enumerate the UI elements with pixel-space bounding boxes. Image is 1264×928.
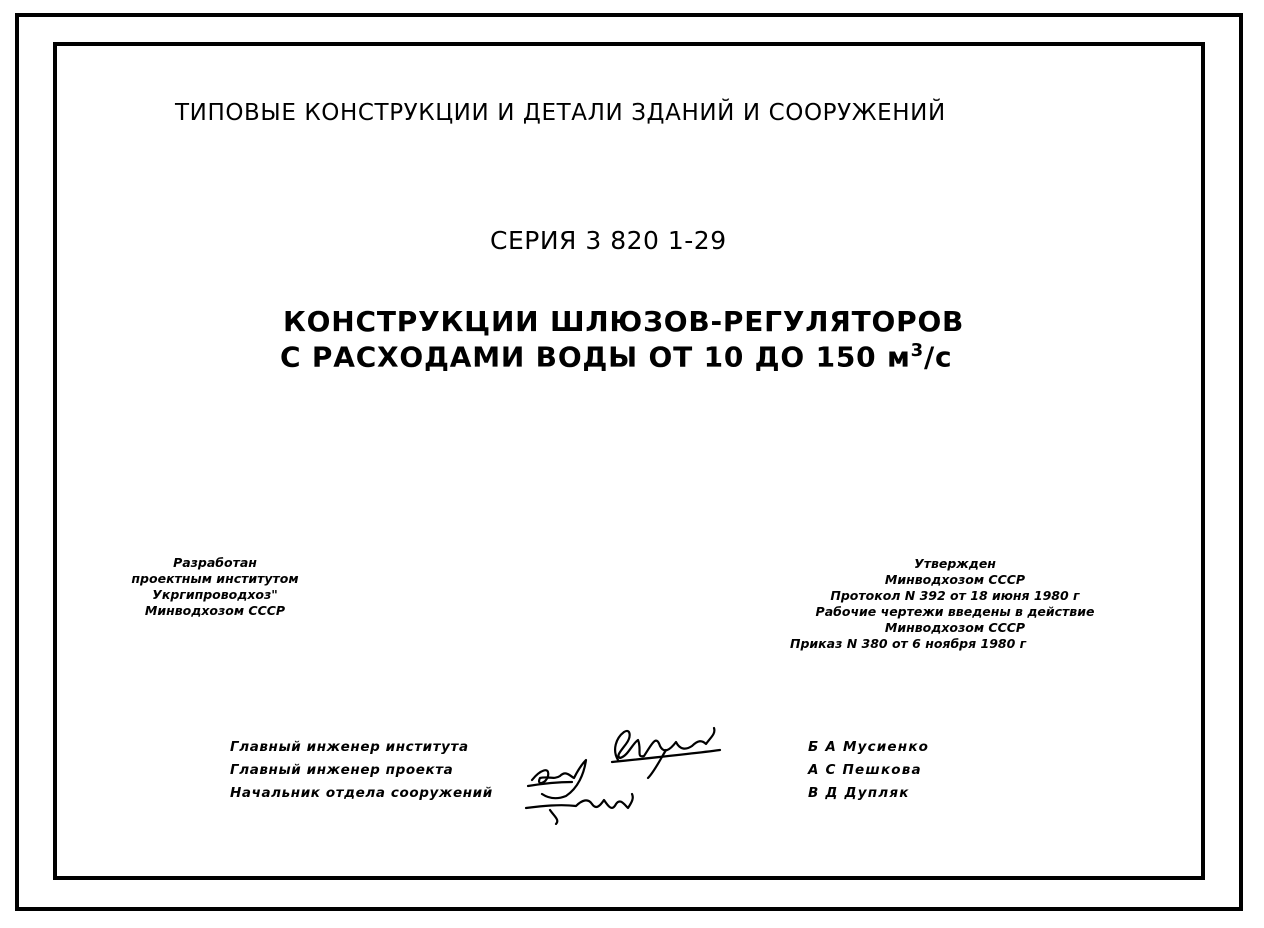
title-line-2-main: С РАСХОДАМИ ВОДЫ ОТ 10 ДО 150 м: [280, 340, 911, 374]
developer-line: Укргипроводхоз": [152, 587, 278, 602]
staff-role: Главный инженер института: [230, 739, 469, 755]
staff-roles: [230, 736, 493, 805]
staff-name: А С Пешкова: [808, 762, 922, 778]
signature-2: [528, 760, 586, 798]
staff-role: Начальник отдела сооружений: [230, 785, 493, 801]
signature-1: [612, 728, 720, 778]
staff-role: Главный инженер проекта: [230, 762, 454, 778]
title-superscript: 3: [910, 340, 924, 361]
developer-line: Разработан: [173, 555, 257, 570]
staff-name: В Д Дупляк: [808, 785, 910, 801]
approval-line: Протокол N 392 от 18 июня 1980 г: [830, 588, 1080, 603]
document-header: ТИПОВЫЕ КОНСТРУКЦИИ И ДЕТАЛИ ЗДАНИЙ И СООРУЖЕНИЙ: [175, 100, 946, 126]
approval-line: Утвержден: [914, 556, 996, 571]
title-line-2: [280, 340, 952, 373]
signature-3: [526, 794, 633, 824]
signatures-image: [520, 720, 740, 825]
title-line-1: КОНСТРУКЦИИ ШЛЮЗОВ-РЕГУЛЯТОРОВ: [283, 305, 965, 338]
approval-line: Рабочие чертежи введены в действие: [815, 604, 1095, 619]
title-line-2-tail: /с: [923, 340, 953, 374]
series-number: СЕРИЯ 3 820 1-29: [490, 226, 727, 255]
approval-line: Приказ N 380 от 6 ноября 1980 г: [790, 636, 1027, 651]
developer-line: Минводхозом СССР: [144, 603, 286, 618]
approval-block: [790, 556, 1120, 652]
staff-names: [808, 736, 929, 805]
approval-line: Минводхозом СССР: [884, 572, 1026, 587]
developer-block: [85, 555, 345, 619]
developer-line: проектным институтом: [131, 571, 299, 586]
approval-line: Минводхозом СССР: [884, 620, 1026, 635]
staff-name: Б А Мусиенко: [808, 739, 930, 755]
